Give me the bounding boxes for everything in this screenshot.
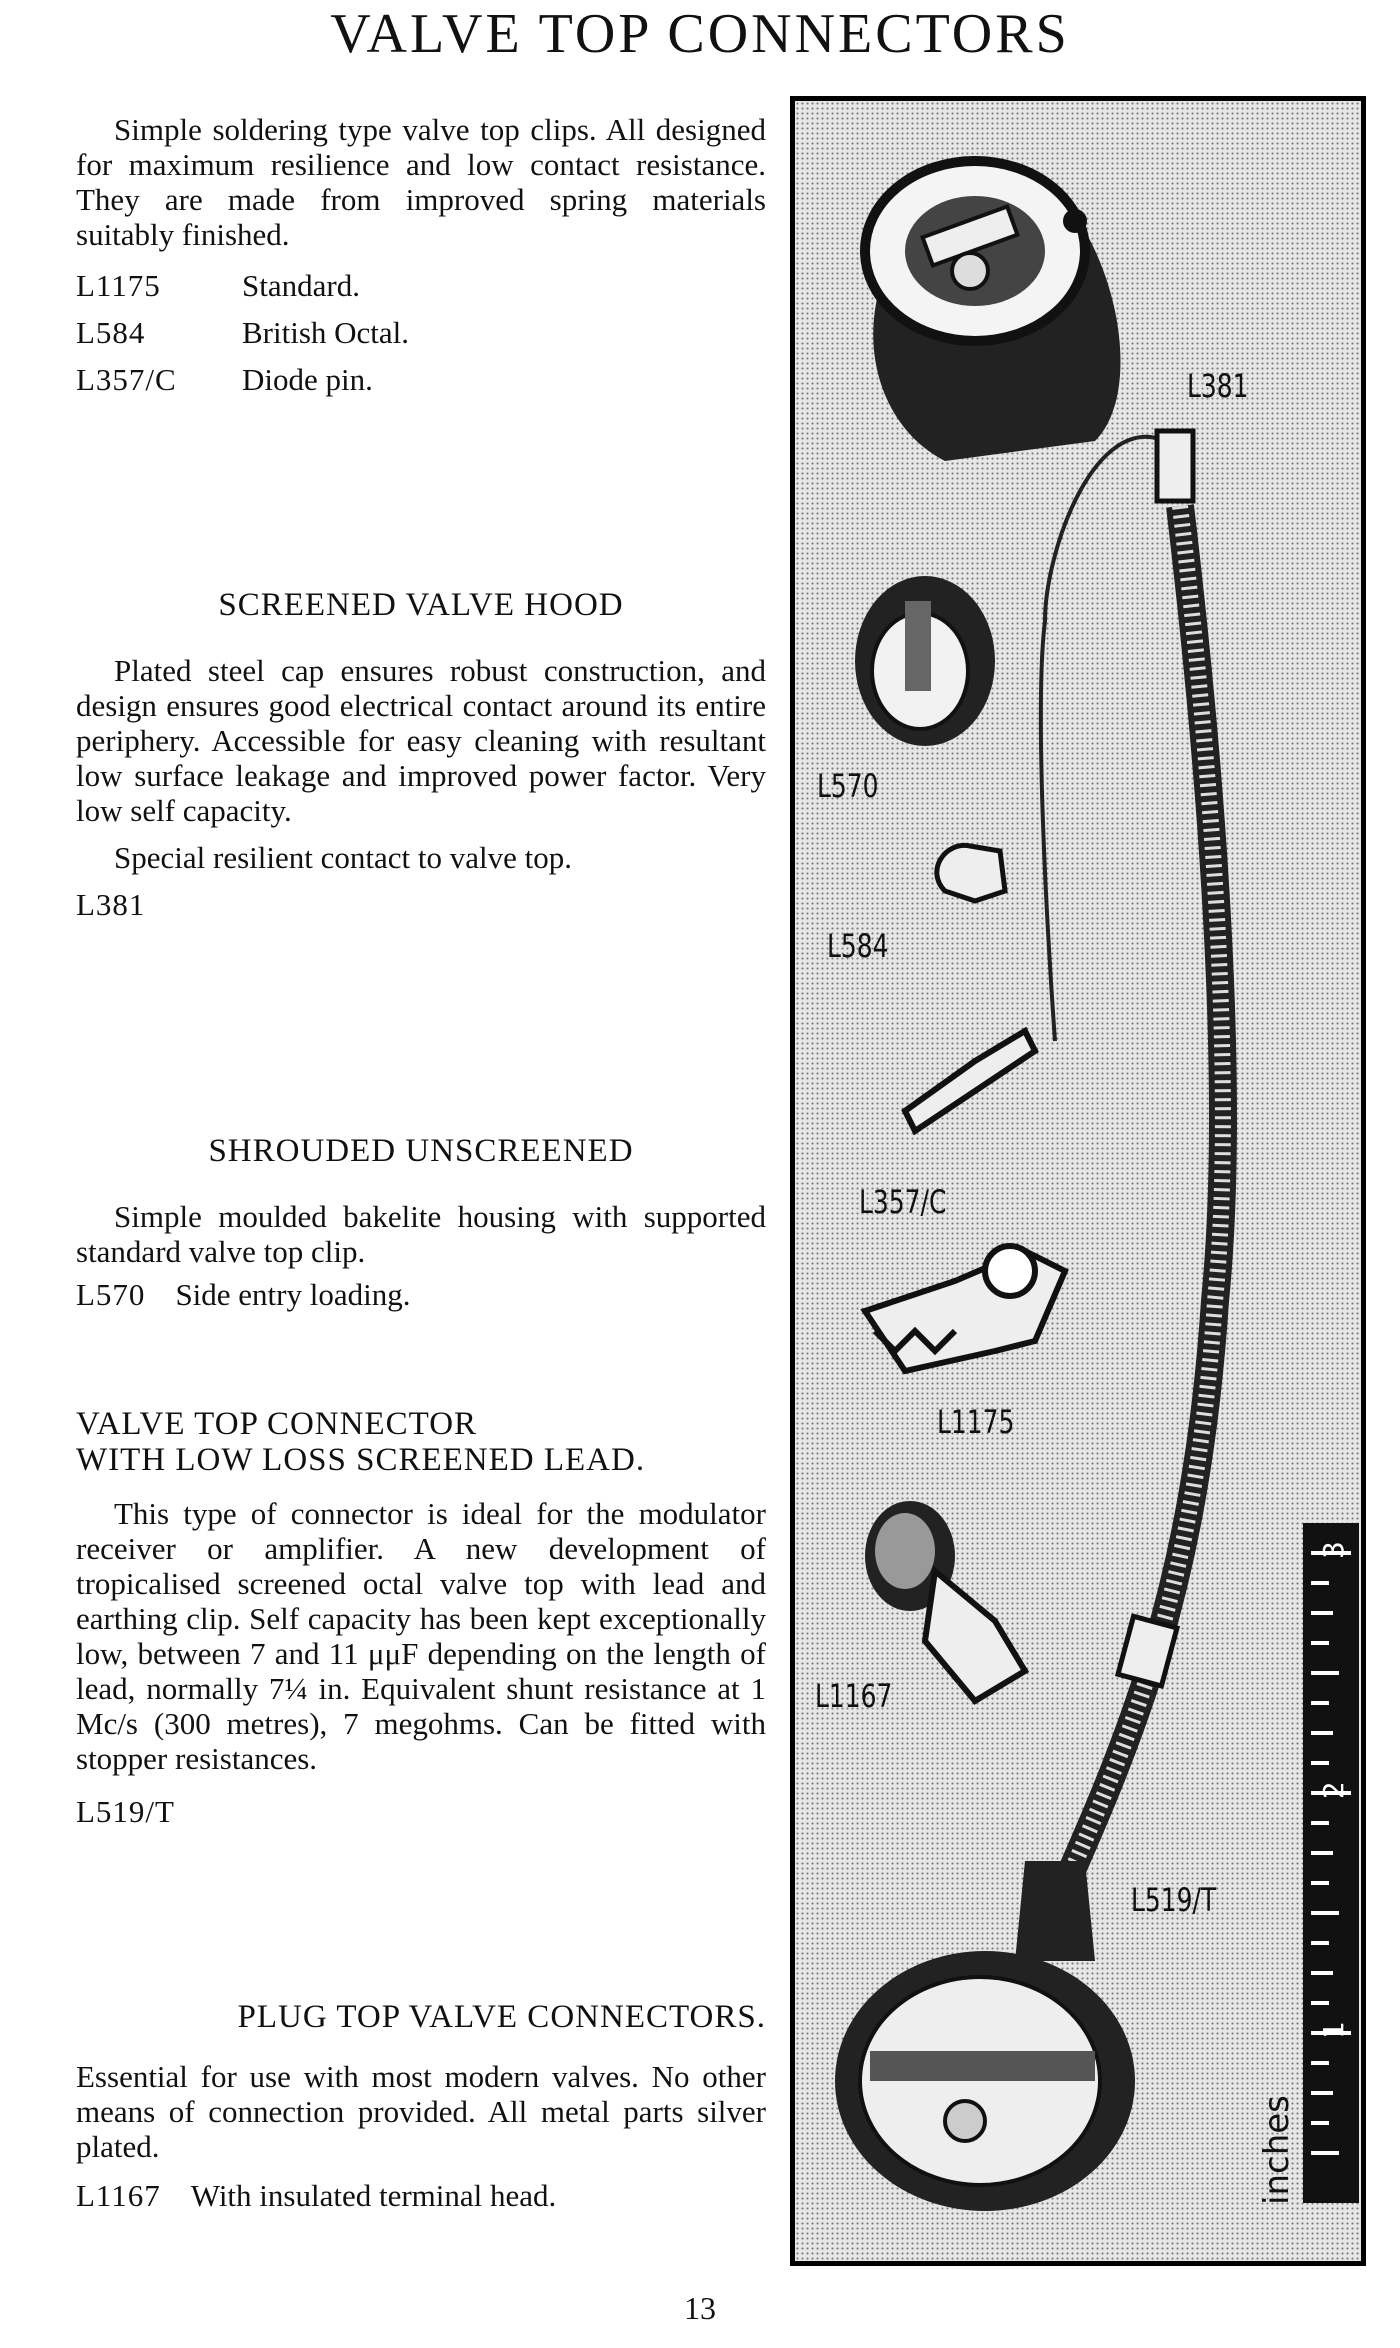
ruler-mark-1: 1 bbox=[1317, 2021, 1350, 2039]
figure-label-l381: L381 bbox=[1187, 367, 1249, 405]
intro-item bbox=[76, 315, 766, 350]
plug-item bbox=[76, 2178, 766, 2213]
intro-text: Simple soldering type valve top clips. All designed for maximum resilience and low contact resistance. They are made from improved spring materials suitably finished. bbox=[76, 112, 766, 252]
l584-drawing bbox=[937, 845, 1005, 901]
shrouded-item bbox=[76, 1277, 766, 1312]
lead-heading-1: VALVE TOP CONNECTOR bbox=[76, 1406, 478, 1442]
ruler-mark-2: 2 bbox=[1317, 1781, 1350, 1799]
screened-code: L381 bbox=[76, 887, 146, 922]
intro-section bbox=[76, 112, 766, 409]
item-code: L357/C bbox=[76, 362, 177, 397]
page-number: 13 bbox=[684, 2290, 716, 2326]
figure-label-l584: L584 bbox=[827, 927, 889, 965]
item-desc: Standard. bbox=[242, 268, 360, 303]
item-desc: Diode pin. bbox=[242, 362, 373, 397]
figure-label-l570: L570 bbox=[817, 767, 879, 805]
plug-section bbox=[76, 2000, 766, 2213]
ruler-mark-3: 3 bbox=[1317, 1541, 1350, 1559]
l1175-drawing bbox=[865, 1246, 1065, 1371]
lead-text: This type of connector is ideal for the modulator receiver or amplifier. A new development of tropicalised screened octal valve top with lead and earthing clip. Self capacity has been kept exceptionally low, between 7 and 11 μμF depending on the length of lead, normally 7¼ in. Equivalent shunt resistance at 1 Mc/s (300 metres), 7 megohms. Can be fitted with stopper resistances. bbox=[76, 1496, 766, 1776]
l519t-drawing bbox=[835, 1861, 1135, 2211]
lead-code: L519/T bbox=[76, 1794, 175, 1829]
plug-heading: PLUG TOP VALVE CONNECTORS. bbox=[237, 1999, 766, 2035]
item-code: L584 bbox=[76, 315, 146, 350]
shrouded-section bbox=[76, 1134, 766, 1312]
figure-label-l519t: L519/T bbox=[1131, 1881, 1217, 1919]
shrouded-heading: SHROUDED UNSCREENED bbox=[208, 1133, 634, 1169]
item-desc: British Octal. bbox=[242, 315, 410, 350]
page-title: VALVE TOP CONNECTORS bbox=[330, 3, 1070, 65]
connector-drawings bbox=[795, 101, 1361, 2261]
screened-text-2: Special resilient contact to valve top. bbox=[114, 840, 572, 875]
l357c-drawing bbox=[905, 1031, 1035, 1131]
l570-drawing bbox=[855, 576, 995, 746]
screened-text: Plated steel cap ensures robust construction, and design ensures good electrical contact around its entire periphery. Accessible for easy cleaning with resultant low surface leakage and improved power factor. Very low self capacity. bbox=[76, 653, 766, 828]
plug-desc: With insulated terminal head. bbox=[190, 2178, 557, 2213]
intro-item bbox=[76, 268, 766, 303]
lead-section bbox=[76, 1406, 766, 1829]
ruler-unit-label: inches bbox=[1257, 2095, 1297, 2205]
figure-label-l1175: L1175 bbox=[937, 1403, 1015, 1441]
l1167-drawing bbox=[865, 1501, 1025, 1701]
screened-section bbox=[76, 588, 766, 922]
plug-text: Essential for use with most modern valves. No other means of connection provided. All metal parts silver plated. bbox=[76, 2059, 766, 2164]
intro-item bbox=[76, 362, 766, 397]
shrouded-text: Simple moulded bakelite housing with supported standard valve top clip. bbox=[76, 1199, 766, 1269]
shrouded-code: L570 bbox=[76, 1277, 146, 1312]
product-illustration-panel bbox=[790, 96, 1366, 2266]
l381-hood-drawing bbox=[865, 161, 1120, 461]
shrouded-desc: Side entry loading. bbox=[175, 1277, 411, 1312]
figure-label-l1167: L1167 bbox=[815, 1677, 893, 1715]
item-code: L1175 bbox=[76, 268, 161, 303]
figure-label-l357c: L357/C bbox=[859, 1183, 947, 1221]
inch-ruler bbox=[1303, 1523, 1359, 2203]
plug-code: L1167 bbox=[76, 2178, 161, 2213]
screened-heading: SCREENED VALVE HOOD bbox=[218, 587, 624, 623]
lead-heading-2: WITH LOW LOSS SCREENED LEAD. bbox=[76, 1442, 646, 1478]
